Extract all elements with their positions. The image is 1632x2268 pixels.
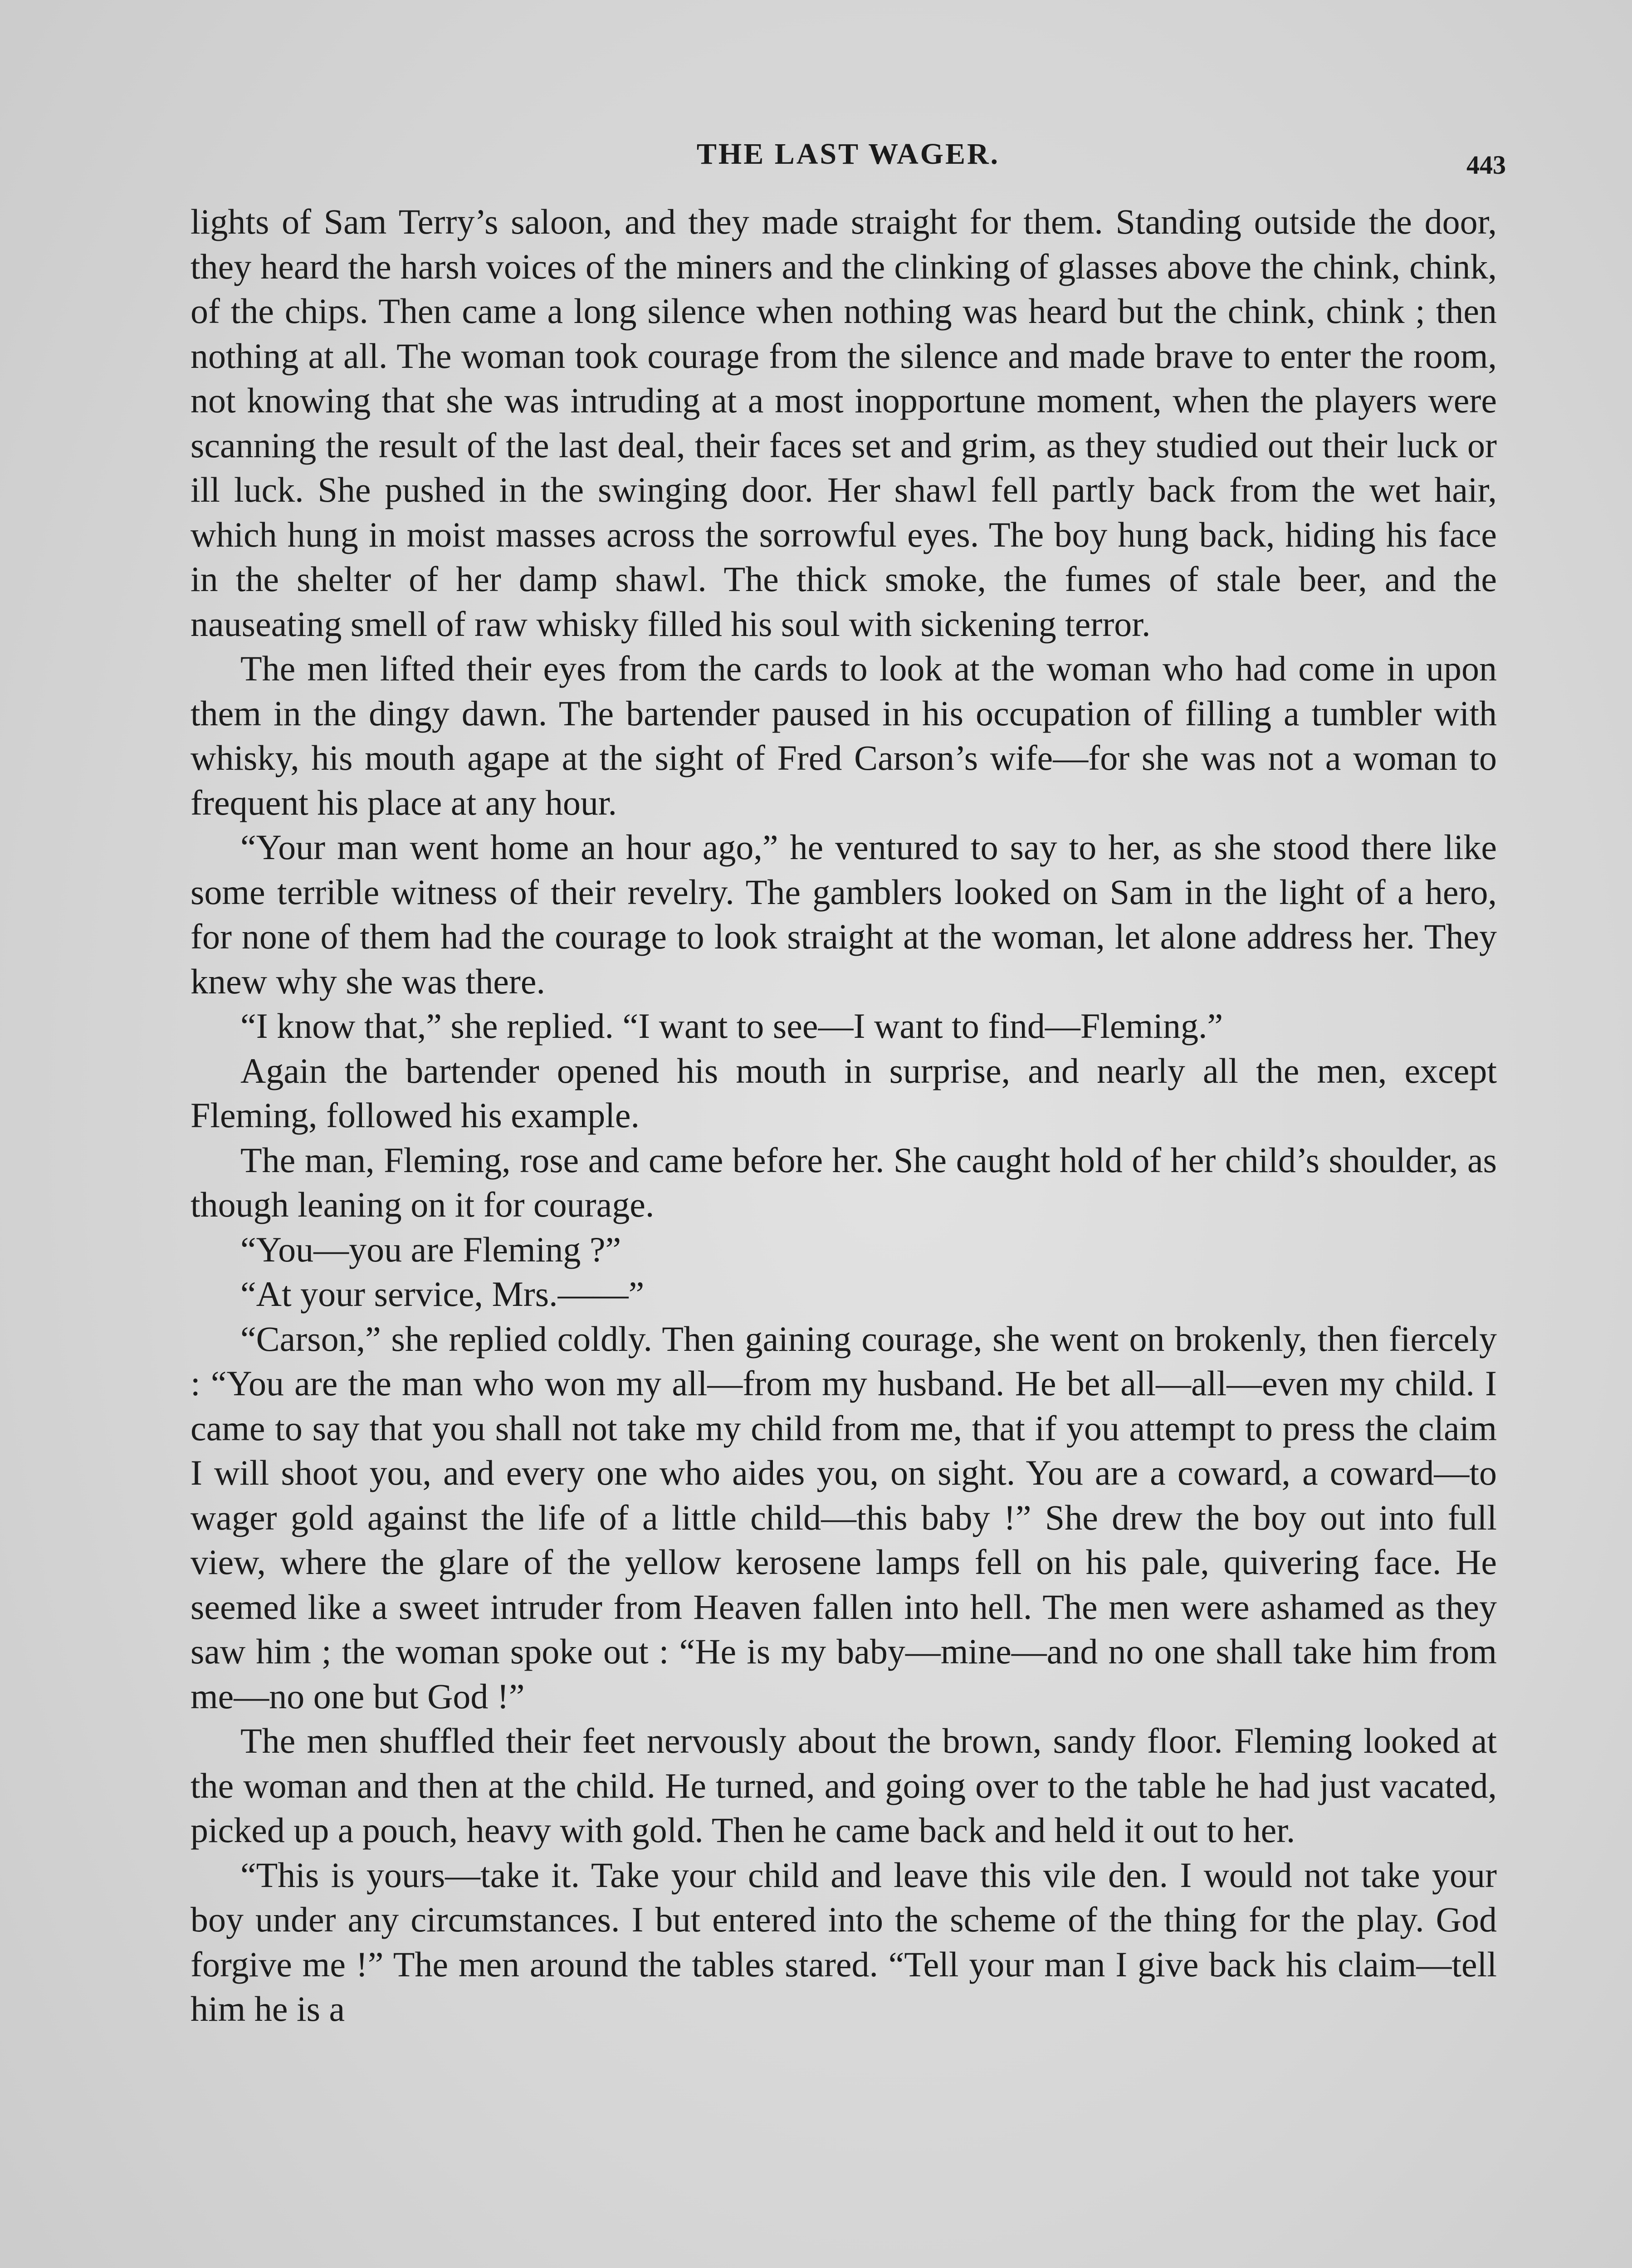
paragraph: “You—you are Fleming ?” (240, 1229, 621, 1269)
paragraph: The man, Fleming, rose and came before her. She caught hold of her child’s shoulder, as though leaning on it for courage. (191, 1140, 1497, 1224)
paragraph: “This is yours—take it. Take your child and leave this vile den. I would not take your boy under any circumstances. I but entered into the scheme of the thing for the play. God forgive me !” The men around the tables stared. “Tell your man I give back his claim—tell him he is a (191, 1855, 1497, 2028)
paragraph: “Carson,” she replied coldly. Then gaining courage, she went on brokenly, then fiercely : “You are the man who won my all—from my husband. He bet all—all—even my child. I came to say that you shall not take my child from me, that if you attempt to press the claim I will shoot you, and every one who aides you, on sight. You are a coward, a coward—to wager gold against the life of a little child—this baby !” She drew the boy out into full view, where the glare of the yellow kerosene lamps fell on his pale, quivering face. He seemed like a sweet intruder from Heaven fallen into hell. The men were ashamed as they saw him ; the woman spoke out : “He is my baby—mine—and no one shall take him from me—no one but God !” (191, 1319, 1497, 1716)
page-header (191, 136, 1506, 191)
paragraph: The men shuffled their feet nervously about the brown, sandy floor. Fleming looked at the woman and then at the child. He turned, and going over to the table he had just vacated, picked up a pouch, heavy with gold. Then he came back and held it out to her. (191, 1721, 1497, 1850)
paragraph: “Your man went home an hour ago,” he ventured to say to her, as she stood there like some terrible witness of their revelry. The gamblers looked on Sam in the light of a hero, for none of them had the courage to look straight at the woman, let alone address her. They knew why she was there. (191, 827, 1497, 1001)
paragraph: “At your service, Mrs.——” (240, 1274, 645, 1314)
body-text (191, 200, 1497, 2032)
running-title: THE LAST WAGER. (696, 137, 1000, 171)
paragraph: lights of Sam Terry’s saloon, and they made straight for them. Standing outside the door, they heard the harsh voices of the miners and the clinking of glasses above the chink, chink, of the chips. Then came a long silence when nothing was heard but the chink, chink ; then nothing at all. The woman took courage from the silence and made brave to enter the room, not knowing that she was intruding at a most inopportune moment, when the players were scanning the result of the last deal, their faces set and grim, as they studied out their luck or ill luck. She pushed in the swinging door. Her shawl fell partly back from the wet hair, which hung in moist masses across the sorrowful eyes. The boy hung back, hiding his face in the shelter of her damp shawl. The thick smoke, the fumes of stale beer, and the nauseating smell of raw whisky filled his soul with sickening terror. (191, 202, 1497, 644)
paragraph: The men lifted their eyes from the cards to look at the woman who had come in upon them in the dingy dawn. The bartender paused in his occupation of filling a tumbler with whisky, his mouth agape at the sight of Fred Carson’s wife—for she was not a woman to frequent his place at any hour. (191, 649, 1497, 822)
paragraph: “I know that,” she replied. “I want to see—I want to find—Fleming.” (240, 1006, 1223, 1046)
page-number: 443 (1466, 150, 1506, 180)
paragraph: Again the bartender opened his mouth in surprise, and nearly all the men, except Fleming, followed his example. (191, 1051, 1497, 1135)
